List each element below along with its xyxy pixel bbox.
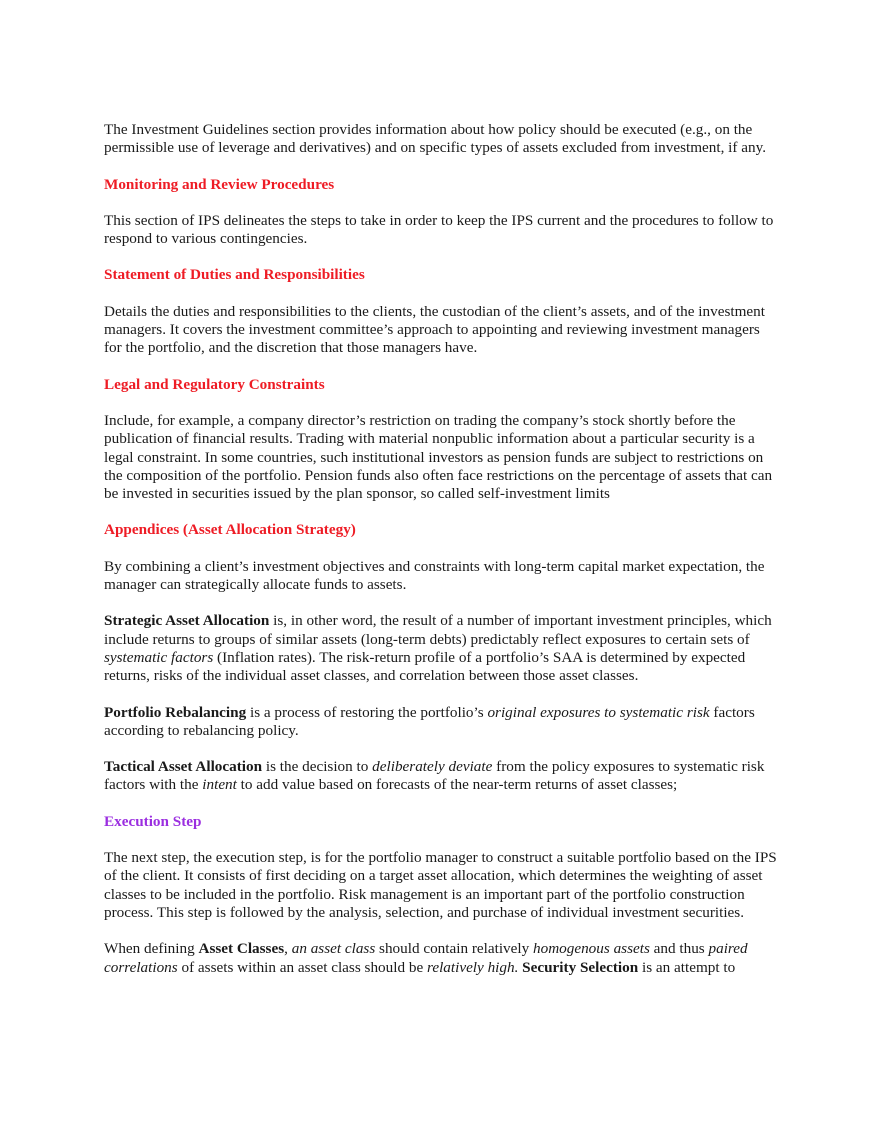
paragraph-monitoring-review: This section of IPS delineates the steps to take in order to keep the IPS current and the procedures to follow to respond to various contingencies. — [104, 211, 774, 248]
paragraph-asset-classes: When defining Asset Classes, an asset class should contain relatively homogenous assets and thus paired correlations of assets within an asset class should be relatively high. Security Selection is an attempt to — [104, 940, 748, 976]
paragraph-execution-step: The next step, the execution step, is for the portfolio manager to construct a suitable portfolio based on the IPS of the client. It consists of first deciding on a target asset allocation, which determines the weighting of asset classes to be included in the portfolio. Risk management is an important part of the portfolio construction process. This step is followed by the analysis, selection, and purchase of individual investment securities. — [104, 849, 777, 921]
paragraph-duties-responsibilities: Details the duties and responsibilities to the clients, the custodian of the client’s assets, and of the investment managers. It covers the investment committee’s approach to appointing and reviewing investment managers for the portfolio, and the discretion that those managers have. — [104, 302, 765, 357]
heading-appendices: Appendices (Asset Allocation Strategy) — [104, 521, 356, 539]
term-tactical-asset-allocation: Tactical Asset Allocation — [104, 758, 263, 776]
document-page — [104, 121, 780, 995]
heading-duties-responsibilities: Statement of Duties and Responsibilities — [104, 266, 365, 284]
heading-execution-step: Execution Step — [104, 812, 202, 830]
paragraph-tactical-asset-allocation: Tactical Asset Allocation is the decision to deliberately deviate from the policy exposures to systematic risk factors with the intent to add value based on forecasts of the near-term returns of asset classes; — [104, 758, 765, 794]
paragraph-investment-guidelines: The Investment Guidelines section provides information about how policy should be executed (e.g., on the permissible use of leverage and derivatives) and on specific types of assets excluded from investment, if any. — [104, 121, 766, 157]
heading-legal-regulatory: Legal and Regulatory Constraints — [104, 375, 325, 393]
paragraph-legal-regulatory: Include, for example, a company director’s restriction on trading the company’s stock shortly before the publication of financial results. Trading with material nonpublic information about a particular security is a legal constraint. In some countries, such institutional investors as pension funds are subject to restrictions on the composition of the portfolio. Pension funds also often face restrictions on the percentage of assets that can be invested in securities issued by the plan sponsor, so called self-investment limits — [104, 411, 773, 503]
term-security-selection: Security Selection — [522, 958, 639, 976]
paragraph-strategic-asset-allocation: Strategic Asset Allocation is, in other word, the result of a number of important investment principles, which include returns to groups of similar assets (long-term debts) predictably reflect exposures to certain sets of systematic factors (Inflation rates). The risk-return profile of a portfolio’s SAA is determined by expected returns, risks of the individual asset classes, and correlation between those asset classes. — [104, 612, 772, 685]
term-asset-classes: Asset Classes — [198, 940, 285, 958]
paragraph-portfolio-rebalancing: Portfolio Rebalancing is a process of restoring the portfolio’s original exposures to systematic risk factors according to rebalancing policy. — [104, 703, 755, 739]
term-portfolio-rebalancing: Portfolio Rebalancing — [104, 703, 247, 721]
heading-monitoring-review: Monitoring and Review Procedures — [104, 175, 335, 193]
paragraph-appendices: By combining a client’s investment objectives and constraints with long-term capital market expectation, the manager can strategically allocate funds to assets. — [104, 557, 765, 594]
term-strategic-asset-allocation: Strategic Asset Allocation — [104, 612, 270, 630]
